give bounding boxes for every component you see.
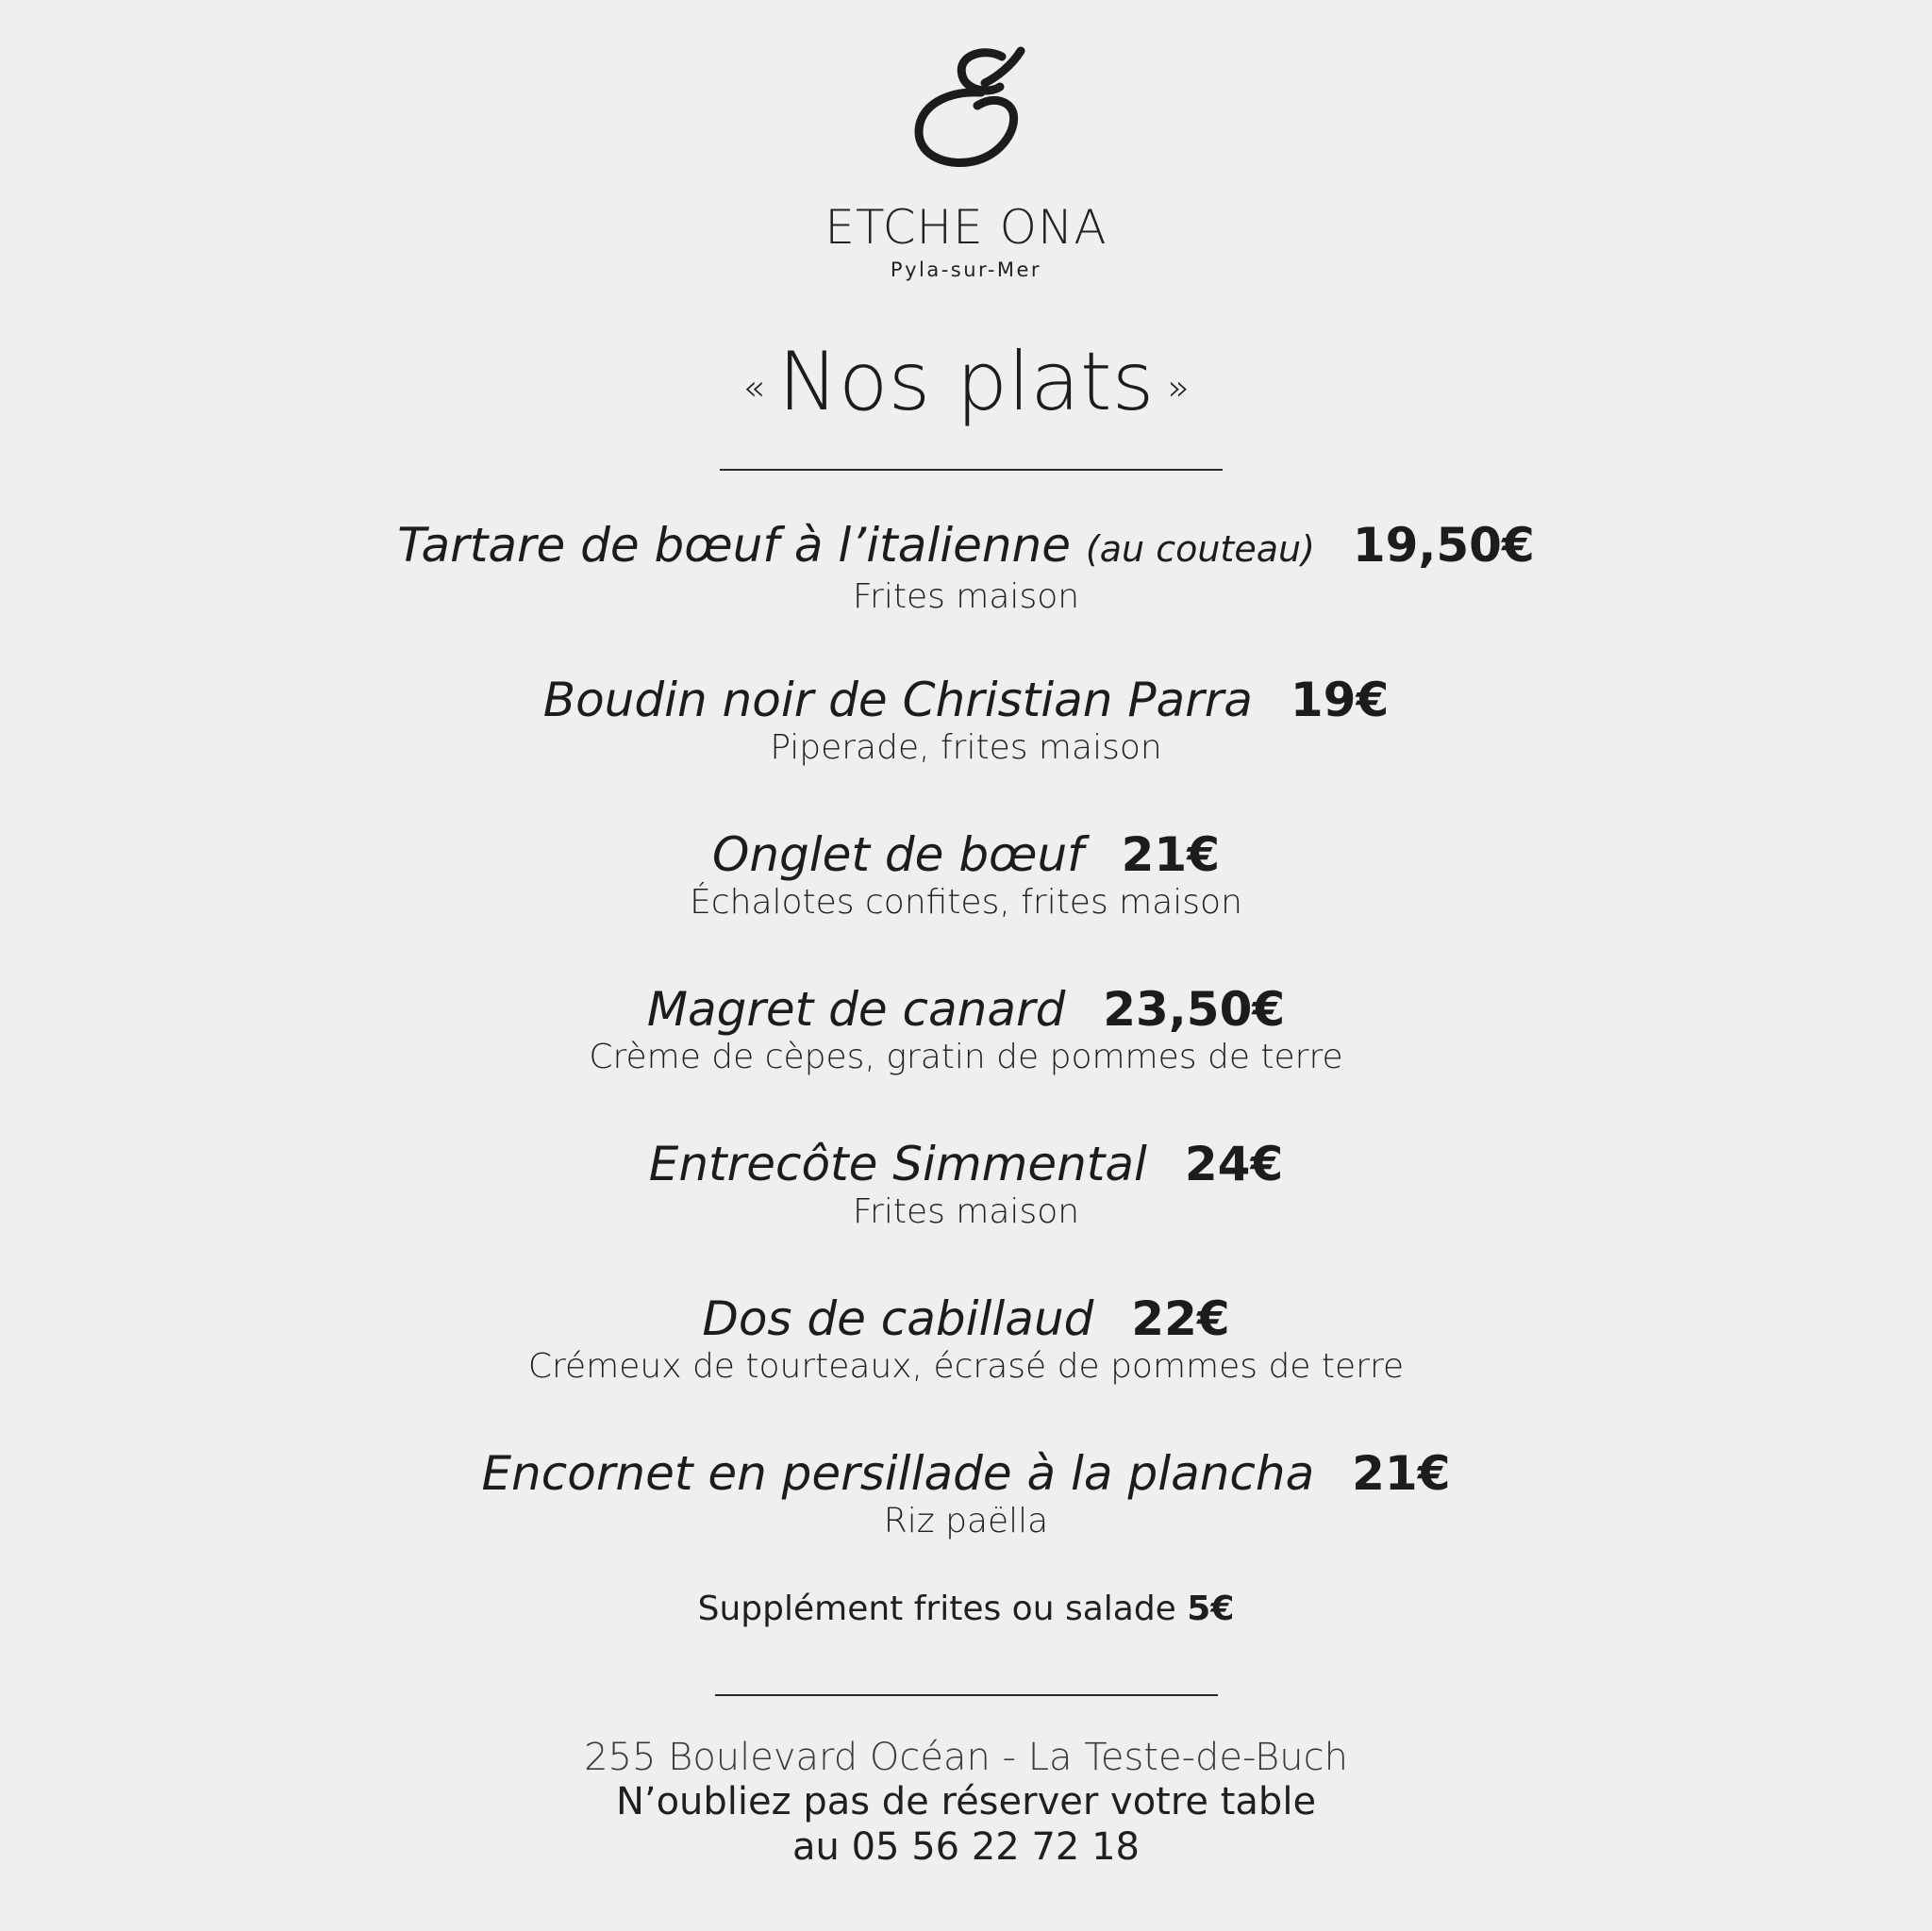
title-text: Nos plats	[777, 335, 1155, 429]
menu-item-heading	[0, 826, 1932, 883]
menu-item-description: Crémeux de tourteaux, écrasé de pommes de terre	[527, 1347, 1405, 1386]
supplement-label: Supplément frites ou salade	[697, 1590, 1176, 1628]
menu-item	[0, 517, 1932, 617]
title-open-quote: «	[742, 367, 765, 408]
logo-monogram	[0, 38, 1932, 192]
title-close-quote: »	[1167, 367, 1190, 408]
supplement-price: 5€	[1187, 1590, 1235, 1628]
menu-item-name: Encornet en persillade à la plancha	[481, 1446, 1315, 1501]
menu-item	[0, 1445, 1932, 1541]
menu-item-name: Entrecôte Simmental	[648, 1137, 1147, 1191]
brand-name: ETCHE ONA	[824, 200, 1108, 255]
divider-top	[720, 469, 1223, 471]
monogram-e-icon	[891, 38, 1041, 189]
menu-item-price: 23,50€	[1103, 982, 1286, 1037]
menu-item-price: 24€	[1184, 1137, 1284, 1191]
divider-bottom	[715, 1694, 1218, 1696]
supplement-note	[0, 1590, 1932, 1628]
menu-item	[0, 981, 1932, 1077]
menu-item-price: 21€	[1121, 827, 1221, 882]
menu-item-name: Onglet de bœuf	[711, 827, 1084, 882]
menu-item-description: Frites maison	[852, 1192, 1080, 1231]
menu-item-note: (au couteau)	[1085, 528, 1315, 570]
menu-item	[0, 1290, 1932, 1387]
menu-item	[0, 672, 1932, 768]
footer-address: 255 Boulevard Océan - La Teste-de-Buch	[584, 1736, 1348, 1779]
menu-item-heading	[0, 1136, 1932, 1192]
menu-item	[0, 1136, 1932, 1232]
menu-item-heading	[0, 672, 1932, 728]
footer-reservation-note: N’oubliez pas de réserver votre table	[615, 1780, 1317, 1823]
menu-item-price: 22€	[1131, 1291, 1230, 1346]
menu-item-name: Dos de cabillaud	[702, 1291, 1094, 1346]
menu-item-heading	[0, 981, 1932, 1038]
menu-item-description: Échalotes confites, frites maison	[690, 883, 1242, 922]
menu-item-heading	[0, 517, 1932, 577]
menu-item	[0, 826, 1932, 923]
footer-phone: au 05 56 22 72 18	[792, 1825, 1140, 1869]
menu-item-price: 19€	[1290, 673, 1390, 727]
page-title	[0, 335, 1932, 429]
menu-item-heading	[0, 1445, 1932, 1502]
menu-item-description: Crème de cèpes, gratin de pommes de terre	[589, 1038, 1343, 1076]
brand-location: Pyla-sur-Mer	[890, 258, 1042, 281]
menu-item-name: Boudin noir de Christian Parra	[542, 673, 1253, 727]
menu-item-name: Tartare de bœuf à l’italienne	[397, 518, 1072, 573]
menu-item-name: Magret de canard	[646, 982, 1066, 1037]
menu-item-heading	[0, 1290, 1932, 1347]
menu-item-description: Piperade, frites maison	[770, 728, 1162, 767]
menu-item-description: Riz paëlla	[883, 1502, 1049, 1540]
menu-item-price: 21€	[1352, 1446, 1451, 1501]
menu-item-description: Frites maison	[852, 577, 1080, 616]
menu-item-price: 19,50€	[1352, 518, 1535, 573]
